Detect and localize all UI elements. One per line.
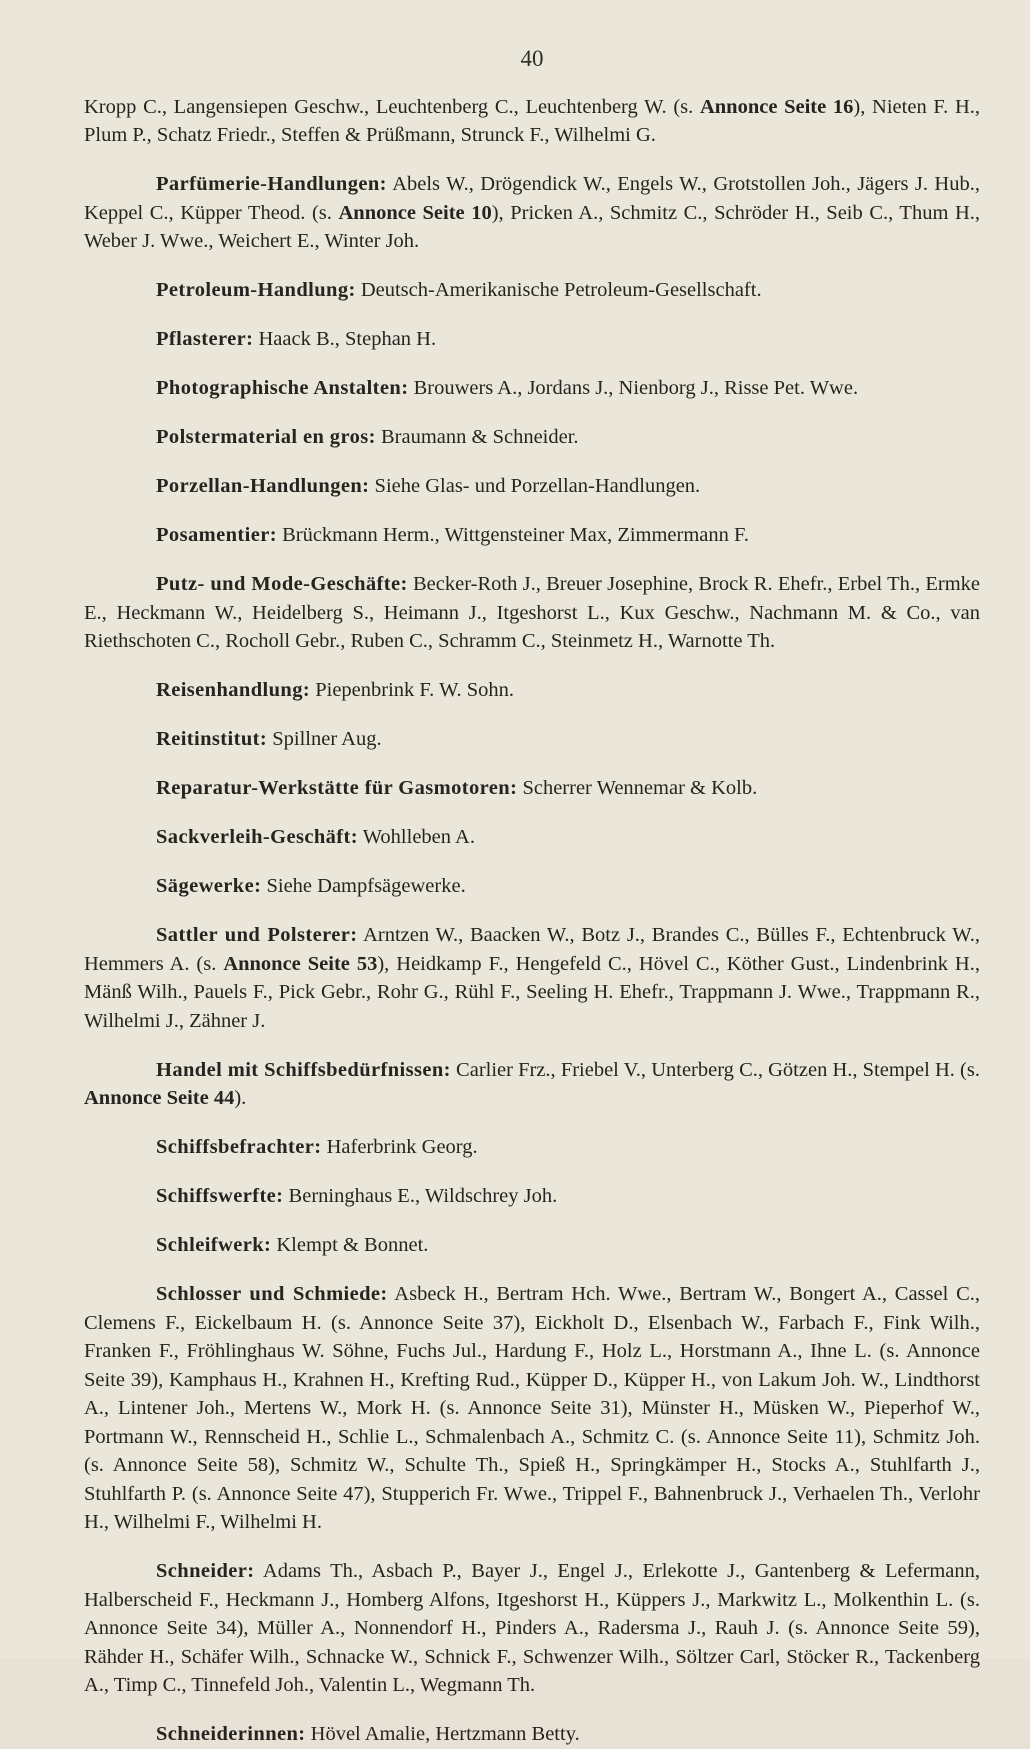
directory-entry <box>84 423 980 452</box>
annonce-reference: Annonce Seite 44 <box>84 1087 235 1109</box>
entry-text: Asbeck H., Bertram Hch. Wwe., Bertram W., Bongert A., Cassel C., Clemens F., Eickelbaum H. (s. Annonce Seite 37), Eickholt D., Elsenbach W., Farbach F., Fink Wilh., Franken F., Fröhlinghaus W. Söhne, Fuchs Jul., Hardung F., Holz L., Horstmann A., Ihne L. (s. Annonce Seite 39), Kamphaus H., Krahnen H., Krefting Rud., Küpper D., Küpper H., von Lakum Joh. W., Lindthorst A., Lintener Joh., Mertens W., Mork H. (s. Annonce Seite 31), Münster H., Müsken W., Pieperhof W., Portmann W., Rennscheid H., Schlie L., Schmalenbach A., Schmitz C. (s. Annonce Seite 11), Schmitz Joh. (s. Annonce Seite 58), Schmitz W., Schulte Th., Spieß H., Springkämper H., Stocks A., Stuhlfarth J., Stuhlfarth P. (s. Annonce Seite 47), Stupperich Fr. Wwe., Trippel F., Bahnenbruck J., Verhaelen Th., Verlohr H., Wilhelmi F., Wilhelmi H. <box>84 1283 980 1533</box>
page-number: 40 <box>520 46 544 71</box>
entry-heading: Parfümerie-Handlungen: <box>156 173 387 195</box>
entry-heading: Reitinstitut: <box>156 728 268 750</box>
entry-text: Scherrer Wennemar & Kolb. <box>517 777 758 799</box>
annonce-reference: Annonce Seite 53 <box>223 952 378 975</box>
entry-text: Becker-Roth J., Breuer Josephine, Brock R. Ehefr., Erbel Th., Ermke E., Heckmann W., Heidelberg S., Heimann J., Itgeshorst L., Kux Geschw., Nachmann M. & Co., van Riethschoten C., Rocholl Gebr., Ruben C., Schramm C., Steinmetz H., Warnotte Th. <box>84 573 981 652</box>
entry-text: Haferbrink Georg. <box>321 1136 478 1158</box>
entry-heading: Schlosser und Schmiede: <box>156 1283 388 1305</box>
entry-heading: Schleifwerk: <box>156 1234 272 1256</box>
directory-entry <box>84 1720 980 1749</box>
directory-entry <box>84 823 980 852</box>
entry-text: Braumann & Schneider. <box>375 426 579 448</box>
directory-entry <box>84 872 980 901</box>
entry-heading: Pflasterer: <box>156 328 254 350</box>
entry-text: Deutsch-Amerikanische Petroleum-Gesellschaft. <box>355 279 762 301</box>
entry-text: Brückmann Herm., Wittgensteiner Max, Zimmermann F. <box>276 524 749 546</box>
directory-entry <box>84 1231 980 1260</box>
annonce-reference: Annonce Seite 16 <box>699 95 854 118</box>
entry-text: Arntzen W., Baacken W., Botz J., Brandes C., Bülles F., Echtenbruck W., Hemmers A. (s. <box>84 924 980 975</box>
entry-text: Spillner Aug. <box>267 728 382 750</box>
directory-entry <box>84 374 980 403</box>
directory-entry <box>84 774 980 803</box>
entry-heading: Schneiderinnen: <box>156 1723 306 1745</box>
entry-heading: Schiffsbefrachter: <box>156 1136 322 1158</box>
entry-text: Hövel Amalie, Hertzmann Betty. <box>305 1723 580 1745</box>
entry-text: Siehe Dampfsägewerke. <box>261 875 466 897</box>
directory-entry <box>84 1133 980 1162</box>
entry-text: Carlier Frz., Friebel V., Unterberg C., Götzen H., Stempel H. (s. <box>450 1058 980 1081</box>
directory-entry <box>84 1182 980 1211</box>
directory-entry <box>84 570 980 656</box>
entry-text-rest: ), Pricken A., Schmitz C., Schröder H., Seib C., Thum H., Weber J. Wwe., Weichert E., Winter Joh. <box>84 201 981 252</box>
entry-text-rest: ), Heidkamp F., Hengefeld C., Hövel C., Köther Gust., Lindenbrink H., Mänß Wilh., Pauels F., Pick Gebr., Rohr G., Rühl F., Seeling H. Ehefr., Trappmann J. Wwe., Trappmann R., Wilhelmi J., Zähner J. <box>84 952 980 1032</box>
directory-entry <box>84 93 980 150</box>
directory-entry <box>84 276 980 305</box>
entry-text-rest: ), Nieten F. H., Plum P., Schatz Friedr., Steffen & Prüßmann, Strunck F., Wilhelmi G. <box>84 95 981 146</box>
directory-entry <box>84 1557 980 1700</box>
entry-text-rest: ). <box>234 1087 247 1109</box>
entry-text: Adams Th., Asbach P., Bayer J., Engel J., Erlekotte J., Gantenberg & Lefermann, Halberscheid F., Heckmann J., Homberg Alfons, Itgeshorst H., Küppers J., Markwitz L., Molkenthin L. (s. Annonce Seite 34), Müller A., Nonnendorf H., Pinders A., Radersma J., Rauh J. (s. Annonce Seite 59), Rähder H., Schäfer Wilh., Schnacke W., Schnick F., Schwenzer Wilh., Söltzer Carl, Stöcker R., Tackenberg A., Timp C., Tinnefeld Joh., Valentin L., Wegmann Th. <box>84 1560 980 1696</box>
directory-entry <box>84 325 980 354</box>
entry-text: Piepenbrink F. W. Sohn. <box>310 679 515 701</box>
directory-entry <box>84 472 980 501</box>
directory-entry <box>84 521 980 550</box>
entry-text: Abels W., Drögendick W., Engels W., Grotstollen Joh., Jägers J. Hub., Keppel C., Küpper Theod. (s. <box>84 173 980 224</box>
entry-heading: Sägewerke: <box>156 875 262 897</box>
entry-text: Berninghaus E., Wildschrey Joh. <box>283 1185 558 1207</box>
entry-heading: Schiffswerfte: <box>156 1185 284 1207</box>
entry-heading: Putz- und Mode-Geschäfte: <box>156 573 408 595</box>
entry-text: Haack B., Stephan H. <box>253 328 437 350</box>
entry-heading: Reisenhandlung: <box>156 679 311 701</box>
entry-heading: Posamentier: <box>156 524 277 546</box>
entry-heading: Schneider: <box>156 1560 255 1582</box>
entry-heading: Porzellan-Handlungen: <box>156 475 370 497</box>
entry-text: Klempt & Bonnet. <box>271 1234 429 1256</box>
directory-entry <box>84 676 980 705</box>
entry-heading: Polstermaterial en gros: <box>156 426 376 448</box>
annonce-reference: Annonce Seite 10 <box>338 201 492 224</box>
entry-heading: Reparatur-Werkstätte für Gasmotoren: <box>156 777 518 799</box>
directory-entry <box>84 170 980 256</box>
entry-heading: Sattler und Polsterer: <box>156 924 358 946</box>
directory-entry <box>84 921 980 1035</box>
entry-text: Siehe Glas- und Porzellan-Handlungen. <box>369 475 701 497</box>
entry-heading: Handel mit Schiffsbedürfnissen: <box>156 1058 451 1081</box>
entry-text: Kropp C., Langensiepen Geschw., Leuchtenberg C., Leuchtenberg W. (s. <box>84 95 700 118</box>
entry-text: Wohlleben A. <box>357 826 475 848</box>
entry-heading: Petroleum-Handlung: <box>156 279 356 301</box>
directory-entry <box>84 725 980 754</box>
directory-entry <box>84 1280 980 1537</box>
directory-entries <box>84 93 980 1749</box>
entry-text: Brouwers A., Jordans J., Nienborg J., Risse Pet. Wwe. <box>408 377 859 399</box>
directory-entry <box>84 1056 980 1113</box>
entry-heading: Sackverleih-Geschäft: <box>156 826 358 848</box>
entry-heading: Photographische Anstalten: <box>156 377 409 399</box>
